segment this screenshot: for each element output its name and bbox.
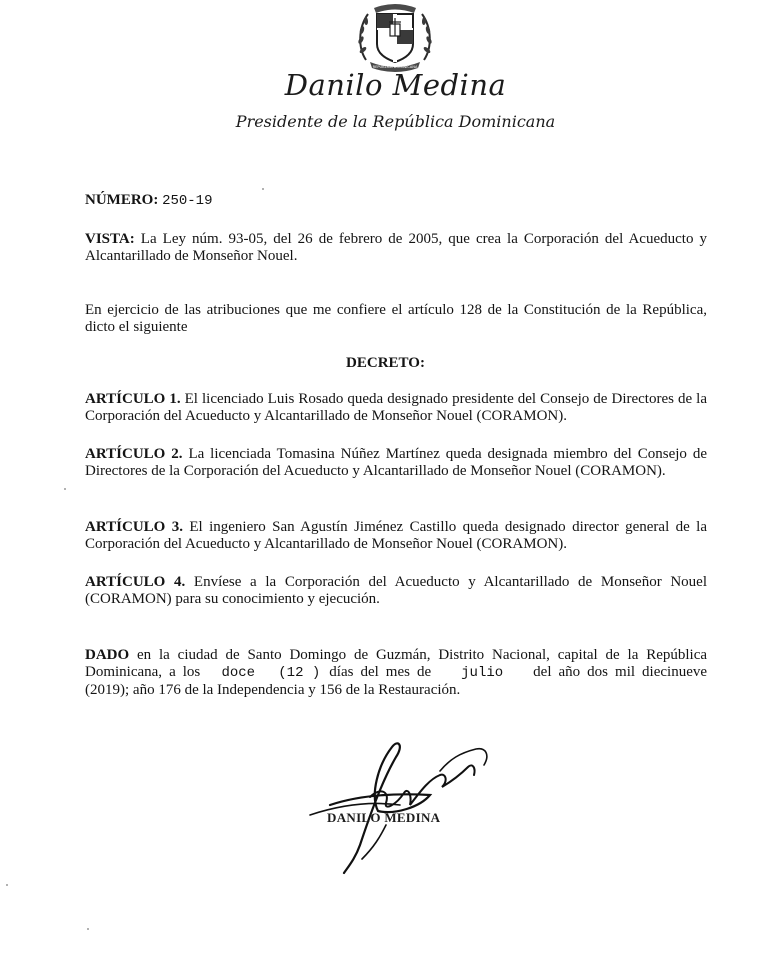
given-text-3: del año dos mil diecinueve (2019); año 176 de la Independencia y 156 de la Restauración.	[85, 664, 708, 698]
decree-number	[85, 192, 707, 210]
article-2	[85, 446, 707, 480]
scan-speck	[262, 188, 264, 190]
article-text: La licenciada Tomasina Núñez Martínez queda designada miembro del Consejo de Directores de la Corporación del Acueducto y Alcantarillado de Monseñor Nouel (CORAMON).	[85, 446, 708, 479]
given-text-1: en la ciudad de Santo Domingo de Guzmán, Distrito Nacional, capital de la República Dominicana, a los	[85, 647, 708, 680]
decree-number-value: 250-19	[162, 193, 213, 209]
handwritten-signature	[300, 735, 500, 875]
decree-heading: DECRETO:	[346, 355, 425, 371]
scan-speck	[87, 928, 89, 930]
article-text: Envíese a la Corporación del Acueducto y Alcantarillado de Monseñor Nouel (CORAMON) para su conocimiento y ejecución.	[85, 574, 708, 607]
president-name: Danilo Medina	[284, 68, 507, 102]
article-1	[85, 391, 707, 425]
article-label: ARTÍCULO 4.	[85, 574, 186, 590]
president-title: Presidente de la República Dominicana	[235, 112, 556, 131]
crest-label: REPÚBLICA DOMINICANA	[372, 65, 418, 69]
preamble-paragraph	[85, 302, 707, 336]
scan-speck	[64, 488, 66, 490]
signer-name: DANILO MEDINA	[327, 810, 441, 825]
preamble-text: En ejercicio de las atribuciones que me confiere el artículo 128 de la Constitución de la República, dicto el siguiente	[85, 302, 707, 335]
given-label: DADO	[85, 647, 130, 663]
vista-text: La Ley núm. 93-05, del 26 de febrero de 2005, que crea la Corporación del Acueducto y Alcantarillado de Monseñor Nouel.	[85, 231, 708, 264]
coat-of-arms-icon	[352, 0, 438, 72]
article-text: El licenciado Luis Rosado queda designado presidente del Consejo de Directores de la Corporación del Acueducto y Alcantarillado de Monseñor Nouel (CORAMON).	[85, 391, 707, 424]
vista-paragraph	[85, 231, 707, 265]
given-month: julio	[461, 665, 504, 681]
article-3	[85, 519, 707, 553]
scan-speck	[6, 884, 8, 886]
article-label: ARTÍCULO 1.	[85, 391, 181, 407]
given-day-word: doce	[221, 665, 256, 681]
article-label: ARTÍCULO 3.	[85, 519, 183, 535]
decree-number-label: NÚMERO:	[85, 192, 159, 208]
article-text: El ingeniero San Agustín Jiménez Castillo queda designado director general de la Corporación del Acueducto y Alcantarillado de Monseñor Nouel (CORAMON).	[85, 519, 707, 552]
vista-label: VISTA:	[85, 231, 135, 247]
article-4	[85, 574, 707, 608]
given-text-2: días del mes de	[329, 664, 432, 680]
article-label: ARTÍCULO 2.	[85, 446, 183, 462]
given-day-number: (12 )	[278, 665, 321, 681]
given-paragraph	[85, 647, 707, 699]
